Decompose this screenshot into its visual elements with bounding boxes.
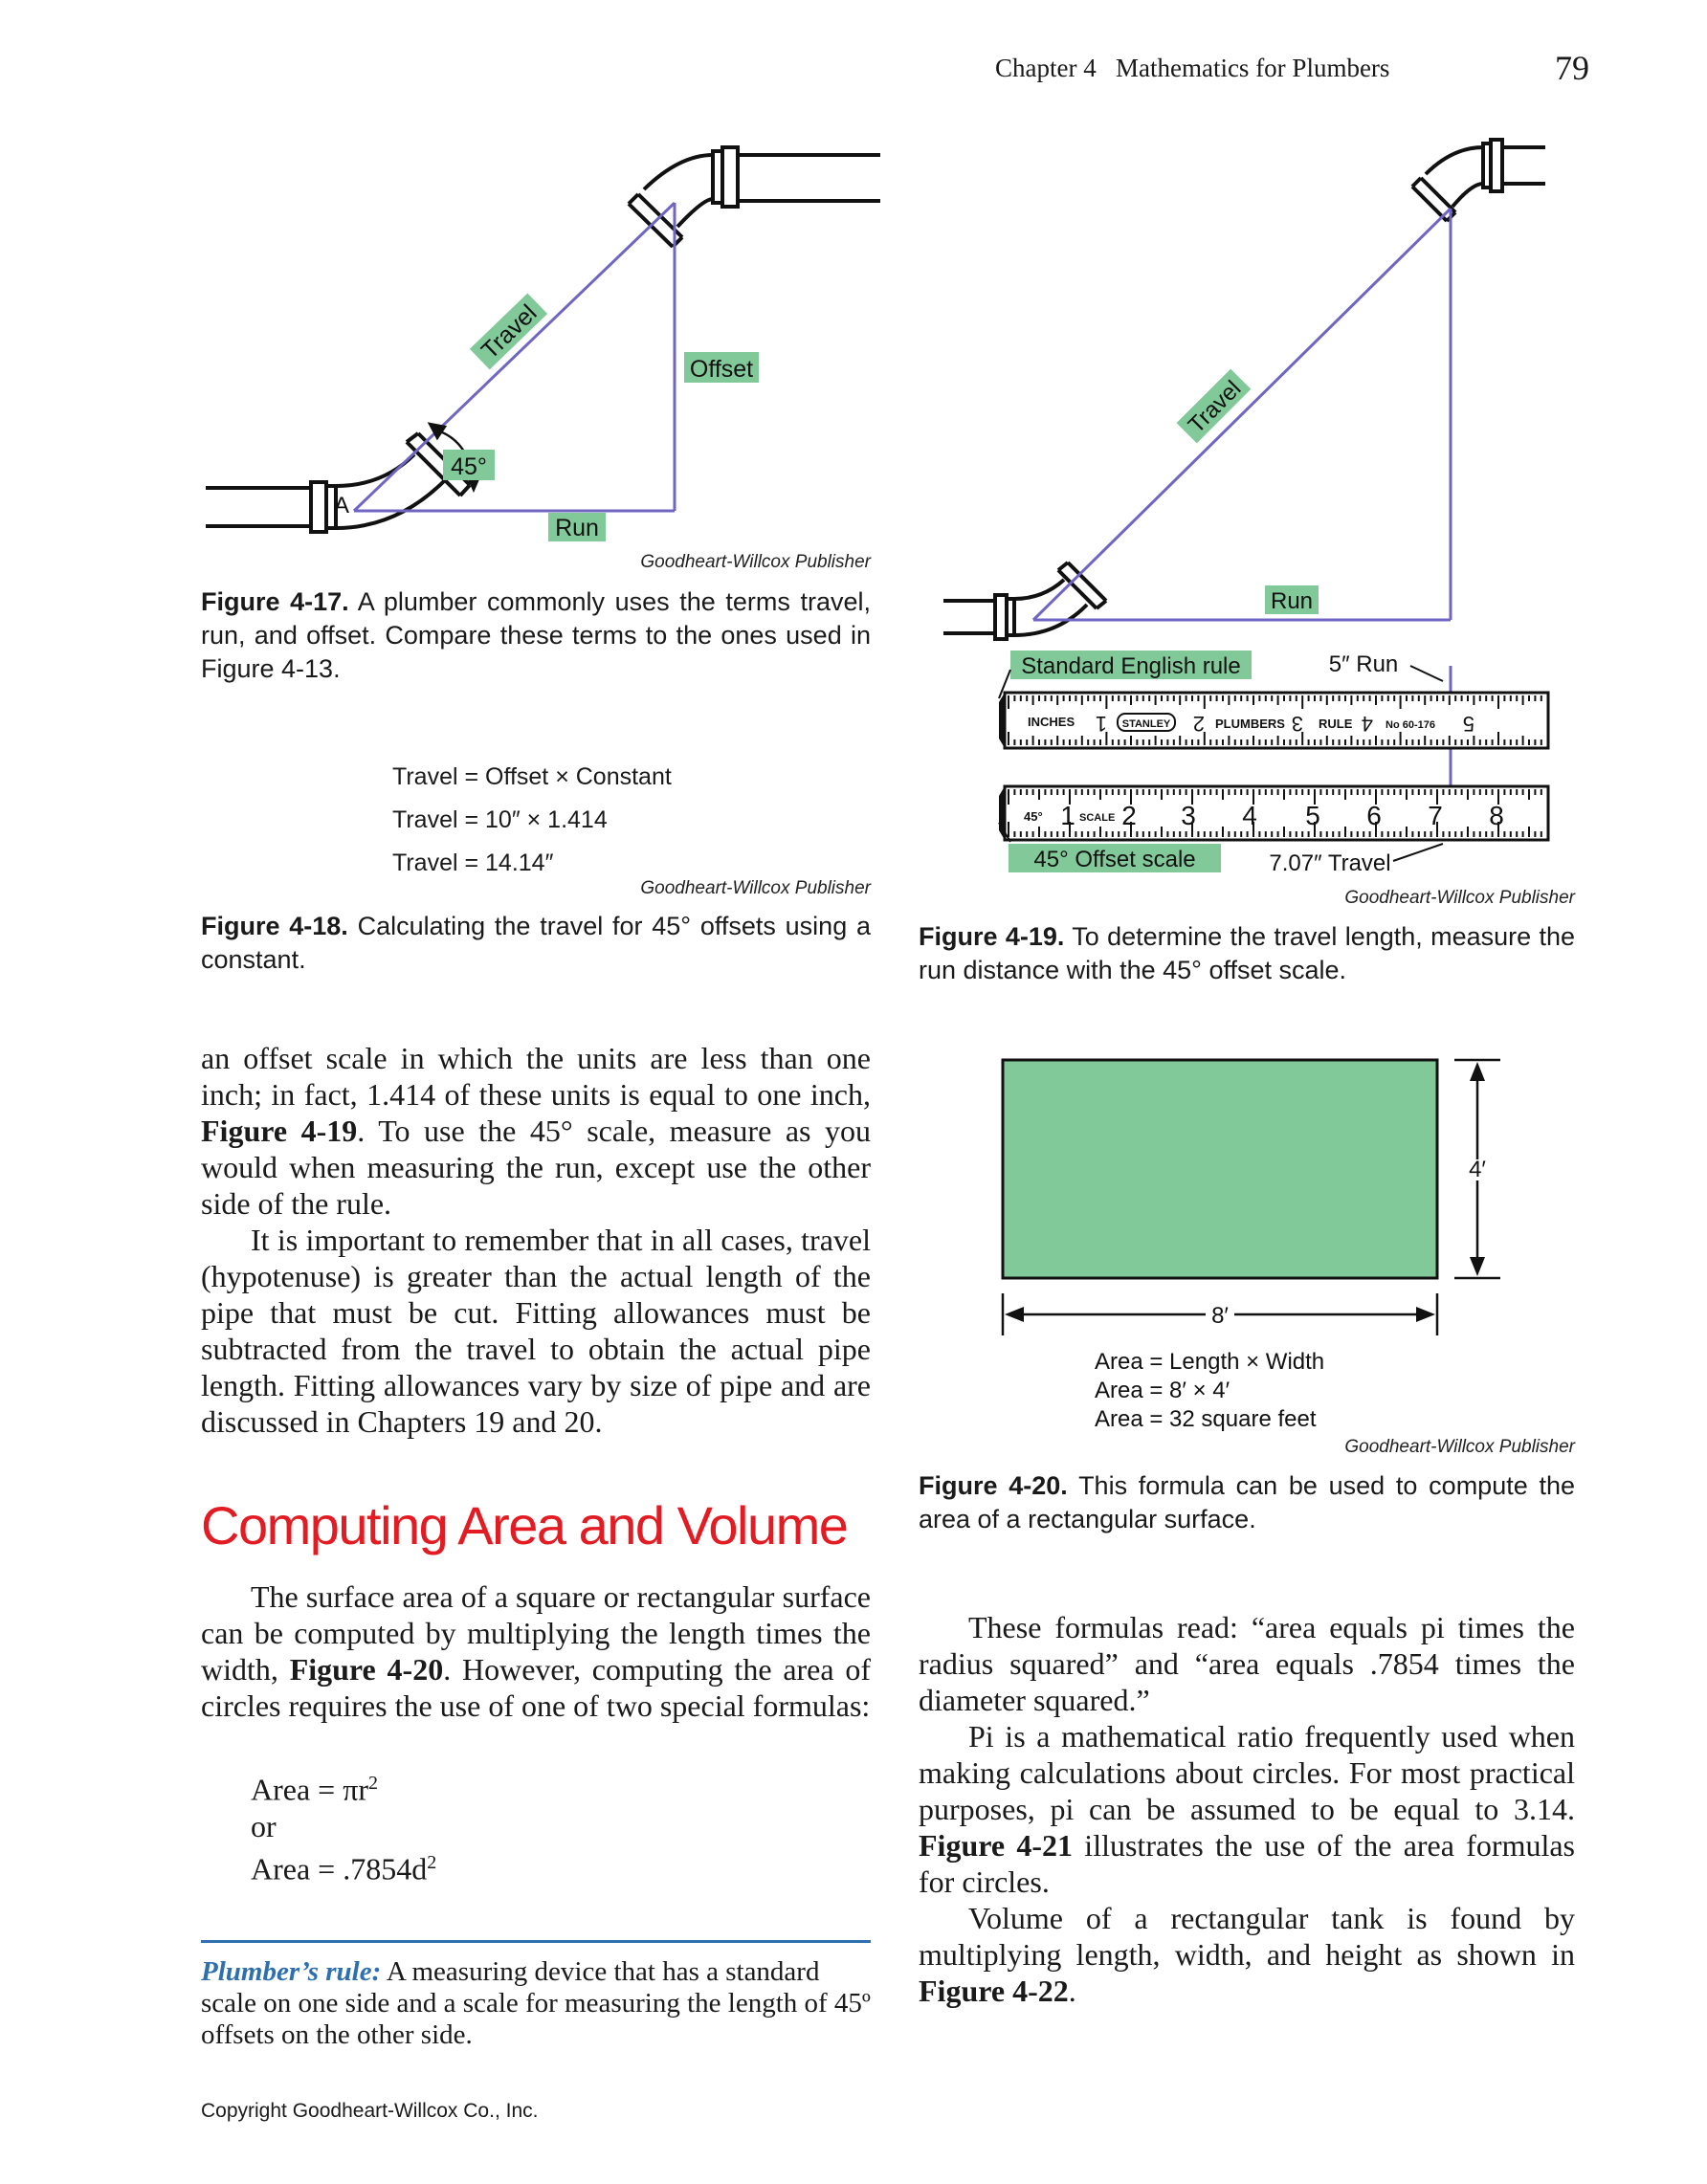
five-run-label: 5″ Run (1328, 651, 1399, 677)
offset-scale-number: 3 (1181, 801, 1196, 830)
offset-scale-label: 45° Offset scale (1033, 847, 1196, 872)
figure-4-19-text: To determine the travel length, measure the run distance with the 45° offset scale. (919, 922, 1576, 984)
figure-4-18-caption (201, 910, 871, 977)
figure-reference: Figure 4-22 (919, 1974, 1069, 2008)
chapter-number: Chapter 4 (995, 54, 1097, 82)
formula-line-2: Travel = 10″ × 1.414 (392, 806, 608, 833)
offset-label: Offset (689, 356, 754, 383)
rule-scale-text: SCALE (1079, 812, 1116, 824)
rule-plumbers-text: PLUMBERS (1215, 717, 1285, 731)
figure-4-20-diagram (995, 1052, 1550, 1454)
formula-line-3: Travel = 14.14″ (392, 849, 554, 876)
paragraph-4: These formulas read: “area equals pi times the radius squared” and “area equals .7854 times the diameter squared.” (919, 1610, 1575, 1717)
offset-scale-number: 4 (1242, 801, 1257, 830)
offset-scale-number: 5 (1305, 801, 1320, 830)
figure-4-19-caption (919, 920, 1575, 987)
travel-label: Travel (476, 299, 543, 364)
figure-4-17-text: A plumber commonly uses the terms travel, run, and offset. Compare these terms to the ones used in Figure 4-13. (201, 587, 871, 683)
paragraph-1: an offset scale in which the units are less than one inch; in fact, 1.414 of these units is equal to one inch, Figure 4-19. To use the 45° scale, measure as you would when measuring the run, except use the other side of the rule. (201, 1041, 871, 1221)
figure-4-20-number: Figure 4-20. (919, 1471, 1068, 1500)
plumbers-rule-definition (201, 1940, 871, 2051)
run-label: Run (555, 515, 599, 541)
figure-reference: Figure 4-19 (201, 1114, 358, 1148)
rule-inches-text: INCHES (1028, 715, 1075, 729)
formula-pi-r-squared: Area = $\pi r^2$ (251, 1772, 379, 1807)
chapter-title: Mathematics for Plumbers (1115, 54, 1390, 82)
left-body-text (201, 1040, 871, 1440)
figure-4-18-credit: Goodheart-Willcox Publisher (640, 878, 871, 898)
formula-line-1: Travel = Offset × Constant (392, 763, 672, 790)
figure-4-17-caption (201, 585, 871, 686)
rule-top-num-1: 1 (1095, 712, 1107, 736)
copyright-footer: Copyright Goodheart-Willcox Co., Inc. (201, 2100, 539, 2122)
offset-scale-number: 6 (1366, 801, 1382, 830)
offset-scale-number: 1 (1060, 801, 1075, 830)
section-heading: Computing Area and Volume (201, 1495, 848, 1555)
figure-4-18-number: Figure 4-18. (201, 912, 348, 940)
figure-4-19-diagram (938, 134, 1550, 880)
area-formula-3: Area = 32 square feet (1095, 1406, 1317, 1432)
rule-model-text: No 60-176 (1386, 719, 1435, 731)
paragraph-2: It is important to remember that in all cases, travel (hypotenuse) is greater than the actual length of the pipe that must be cut. Fitting allowances must be subtracted from the travel to obtain the actual pipe length. Fitting allowances vary by size of pipe and are discussed in Chapters 19 and 20. (201, 1223, 871, 1439)
angle-label: 45° (451, 453, 487, 480)
running-header (995, 49, 1589, 87)
point-a-label: A (333, 493, 350, 518)
figure-4-20-credit: Goodheart-Willcox Publisher (1344, 1437, 1575, 1457)
fig19-run-label: Run (1270, 588, 1314, 614)
figure-4-18-formulas (392, 756, 672, 885)
right-body-text (919, 1609, 1575, 2009)
rule-top-num-5: 5 (1462, 712, 1474, 736)
area-formula-2: Area = 8′ × 4′ (1095, 1378, 1230, 1403)
paragraph-5: Pi is a mathematical ratio frequently used when making calculations about circles. For most practical purposes, pi can be assumed to be equal to 3.14. Figure 4-21 illustrates the use of the area formulas for circles. (919, 1719, 1576, 1899)
travel-707-label: 7.07″ Travel (1269, 850, 1391, 876)
figure-4-18-text: Calculating the travel for 45° offsets using a constant. (201, 912, 871, 974)
formula-diameter-squared: Area = $.7854d^2$ (251, 1851, 437, 1886)
rule-stanley-text: STANLEY (1121, 718, 1171, 730)
rule-rule-text: RULE (1319, 717, 1353, 731)
figure-4-20-text: This formula can be used to compute the area of a rectangular surface. (919, 1471, 1576, 1533)
fig19-travel-label: Travel (1183, 375, 1247, 439)
circle-area-formulas (251, 1765, 436, 1886)
rule-45-text: 45° (1024, 809, 1043, 824)
rule-top-num-4: 4 (1361, 712, 1373, 736)
figure-4-17-number: Figure 4-17. (201, 587, 349, 616)
rule-top-num-3: 3 (1291, 712, 1303, 736)
rule-top-num-2: 2 (1192, 712, 1205, 736)
paragraph-6: Volume of a rectangular tank is found by multiplying length, width, and height as shown in Figure 4-22. (919, 1901, 1575, 2008)
figure-4-17-credit: Goodheart-Willcox Publisher (640, 552, 871, 572)
paragraph-3: The surface area of a square or rectangular surface can be computed by multiplying the length times the width, Figure 4-20. However, computing the area of circles requires the use of one of two special formulas: (201, 1579, 872, 1723)
figure-4-19-credit: Goodheart-Willcox Publisher (1344, 888, 1575, 908)
formula-or: or (251, 1808, 277, 1843)
page-number: 79 (1555, 49, 1589, 87)
area-intro-text (201, 1578, 871, 1724)
width-dimension-label: 8′ (1211, 1303, 1229, 1329)
figure-reference: Figure 4-21 (919, 1828, 1074, 1863)
offset-scale-number: 2 (1121, 801, 1137, 830)
standard-rule-label: Standard English rule (1021, 653, 1241, 679)
height-dimension-label: 4′ (1469, 1157, 1486, 1182)
figure-reference: Figure 4-20 (289, 1652, 444, 1687)
figure-4-17-diagram (196, 134, 885, 555)
figure-4-20-caption (919, 1469, 1575, 1536)
offset-scale-number: 7 (1428, 801, 1443, 830)
offset-scale-number: 8 (1489, 801, 1504, 830)
figure-4-19-number: Figure 4-19. (919, 922, 1065, 951)
area-formula-1: Area = Length × Width (1095, 1349, 1325, 1375)
definition-text: A measuring device that has a standard scale on one side and a scale for measuring the length of 45º offsets on the other side. (201, 1956, 871, 2050)
definition-term: Plumber’s rule: (201, 1956, 382, 1987)
